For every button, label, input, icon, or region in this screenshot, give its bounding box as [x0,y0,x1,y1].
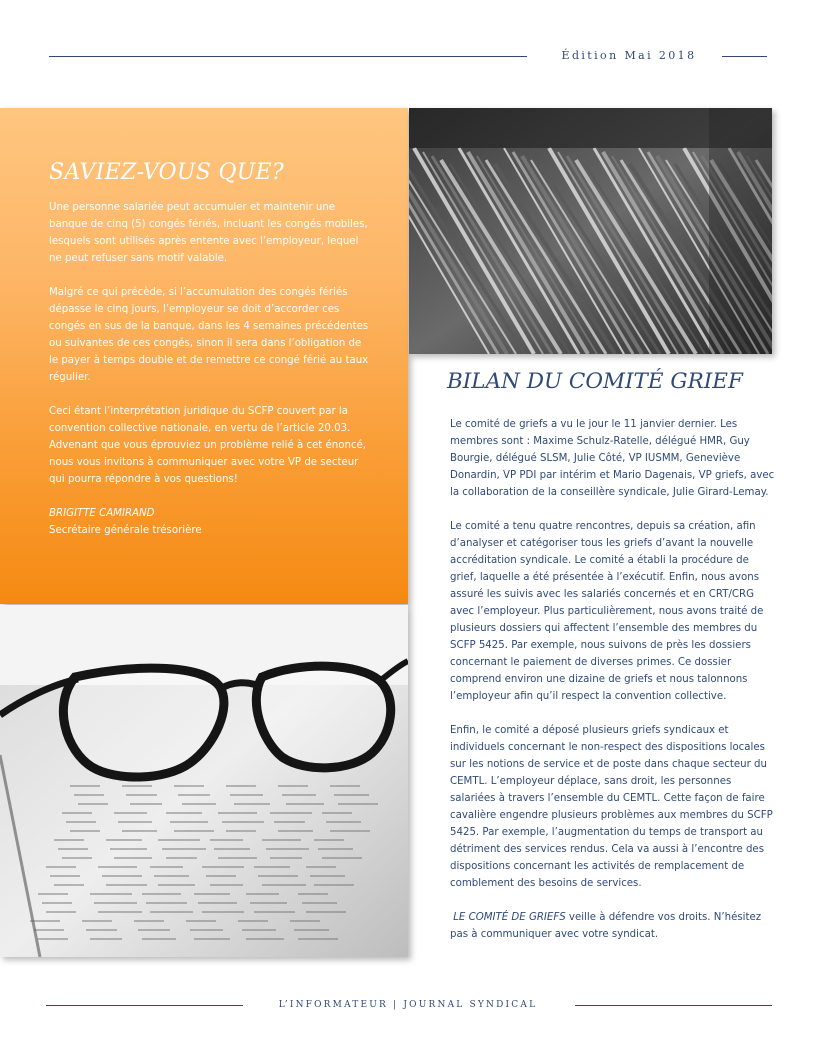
bilan-body [450,416,776,960]
saviez-body [49,199,371,539]
bilan-paragraph: Le comité de griefs a vu le jour le 11 janvier dernier. Les membres sont : Maxime Schulz-Ratelle, délégué HMR, Guy Bourgie, délégué SLSM, Julie Côté, VP IUSMM, Geneviève Donardin, VP PDI par intérim et Mario Dagenais, VP griefs, avec la collaboration de la conseillère syndicale, Julie Girard-Lemay. [450,419,775,498]
bilan-paragraph: Enfin, le comité a déposé plusieurs griefs syndicaux et individuels concernant le non-respect des dispositions locales sur les notions de service et de poste dans chaque secteur du CEMTL. L’employeur déplace, sans droit, les personnes salariées à travers l’ensemble du CEMTL. Cette façon de faire cavalière engendre plusieurs problèmes aux membres du SCFP 5425. Par exemple, l’augmentation du temps de transport au détriment des services rendus. Cela va aussi à l’encontre des dispositions concernant les activités de remplacement de comblement des besoins de services. [450,725,773,889]
signature [49,505,371,539]
bilan-closing-text: veille à défendre vos droits. N’hésitez pas à communiquer avec votre syndicat. [450,912,762,940]
footer-label: L’INFORMATEUR | JOURNAL SYNDICAL [278,1000,538,1010]
saviez-paragraph: Ceci étant l’interprétation juridique du SCFP couvert par la convention collective nationale, en vertu de l’article 20.03. Advenant que vous éprouviez un problème relié à cet énoncé, nous vous invitons à communiquer avec votre VP de secteur qui pourra répondre à vos questions! [49,406,367,485]
saviez-paragraph: Malgré ce qui précède, si l’accumulation des congés fériés dépasse le cinq jours, l’employeur se doit d’accorder ces congés en sus de la banque, dans les 4 semaines précédentes ou suivantes de ces congés, sinon il sera dans l’obligation de le payer à temps double et de remettre ce congé férié au taux régulier. [49,287,369,383]
bilan-closing-emphasis: LE COMITÉ DE GRIEFS [453,912,566,923]
glasses-photo [0,605,408,957]
bilan-paragraph: Le comité a tenu quatre rencontres, depuis sa création, afin d’analyser et catégoriser tous les griefs d’avant la nouvelle accréditation syndicale. Le comité a établi la procédure de grief, laquelle a été présentée à l’exécutif. Enfin, nous avons assuré les suivis avec les salariés concernés et en CRT/CRG avec l’employeur. Plus particulièrement, nous avons traité de plusieurs dossiers qui affectent l’ensemble des membres du SCFP 5425. Par exemple, nous suivons de près les dossiers concernant le paiement de diverses primes. Ce dossier comprend environ une dizaine de griefs et nous talonnons l’employeur afin qu’il respect la convention collective. [450,521,764,702]
footer-rule-left [46,1005,243,1006]
signature-name: BRIGITTE CAMIRAND [49,508,155,519]
header-rule-right [722,56,767,57]
header-rule-left [49,56,527,57]
signature-role: Secrétaire générale trésorière [49,525,202,536]
saviez-paragraph: Une personne salariée peut accumuler et maintenir une banque de cinq (5) congés fériés, incluant les congés mobiles, lesquels sont utilisés après entente avec l’employeur, lequel ne peut refuser sans motif valable. [49,202,368,264]
bilan-title: BILAN DU COMITÉ GRIEF [447,369,743,394]
records-photo [409,108,772,354]
saviez-title: SAVIEZ-VOUS QUE? [49,160,284,185]
edition-label: Édition Mai 2018 [561,49,697,62]
footer-rule-right [575,1005,772,1006]
bilan-closing [450,909,776,943]
